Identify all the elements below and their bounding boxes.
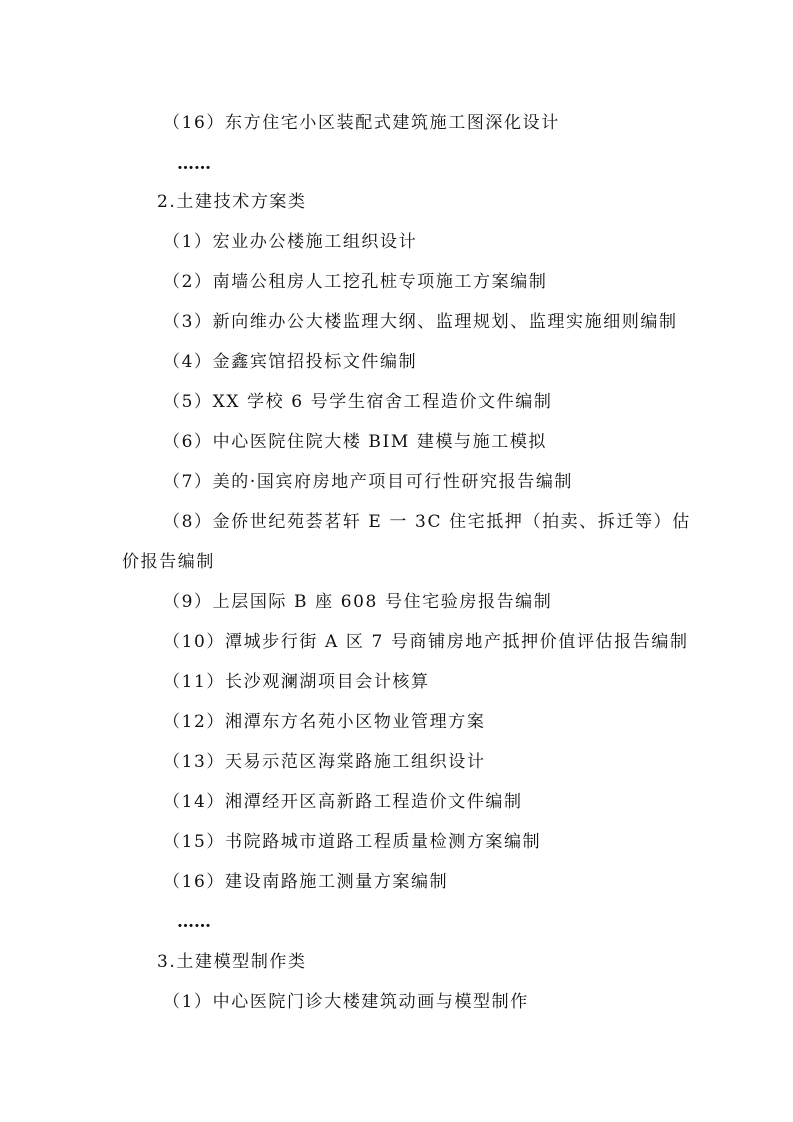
list-item: （6）中心医院住院大楼 BIM 建模与施工模拟	[163, 432, 548, 452]
list-item: （5）XX 学校 6 号学生宿舍工程造价文件编制	[163, 392, 553, 412]
list-item: （11）长沙观澜湖项目会计核算	[163, 672, 430, 692]
list-item: （1）中心医院门诊大楼建筑动画与模型制作	[163, 992, 529, 1012]
list-item: （8）金侨世纪苑荟茗轩 E 一 3C 住宅抵押（拍卖、拆迁等）估	[163, 512, 691, 532]
ellipsis: ……	[177, 154, 211, 174]
list-item: （12）湘潭东方名苑小区物业管理方案	[163, 712, 486, 732]
list-item: （7）美的·国宾府房地产项目可行性研究报告编制	[163, 472, 574, 492]
list-item: （1）宏业办公楼施工组织设计	[163, 232, 418, 252]
list-item: （3）新向维办公大楼监理大纲、监理规划、监理实施细则编制	[163, 312, 678, 332]
list-item: （2）南墙公租房人工挖孔桩专项施工方案编制	[163, 272, 548, 292]
list-item: （14）湘潭经开区高新路工程造价文件编制	[163, 792, 523, 812]
list-item: （15）书院路城市道路工程质量检测方案编制	[163, 832, 542, 852]
section-heading: 2.土建技术方案类	[157, 192, 307, 212]
ellipsis: ……	[177, 912, 211, 932]
list-item: （13）天易示范区海棠路施工组织设计	[163, 752, 486, 772]
section-heading: 3.土建模型制作类	[157, 952, 307, 972]
list-item: （9）上层国际 B 座 608 号住宅验房报告编制	[163, 592, 553, 612]
list-item: （4）金鑫宾馆招投标文件编制	[163, 352, 418, 372]
list-item: （16）建设南路施工测量方案编制	[163, 872, 449, 892]
list-item: （10）潭城步行街 A 区 7 号商铺房地产抵押价值评估报告编制	[163, 632, 689, 652]
list-item: （16）东方住宅小区装配式建筑施工图深化设计	[163, 113, 560, 133]
list-item-continuation: 价报告编制	[122, 552, 215, 572]
